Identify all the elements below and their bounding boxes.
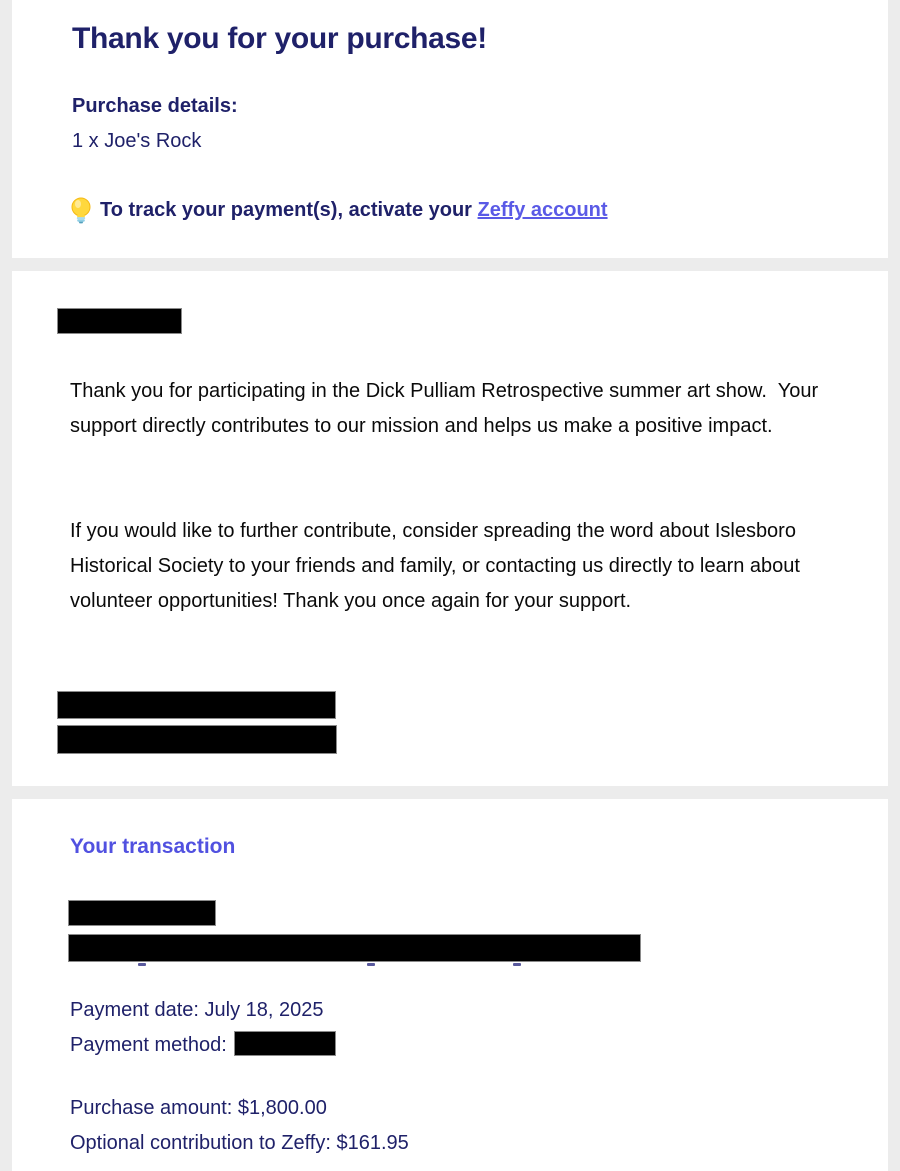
redacted-payment-method bbox=[234, 1031, 336, 1056]
purchase-amount-line: Purchase amount: $1,800.00 bbox=[70, 1097, 327, 1119]
redacted-text-descender bbox=[138, 963, 146, 966]
payment-date-line: Payment date: July 18, 2025 bbox=[70, 999, 324, 1021]
redacted-signature-line-1 bbox=[57, 691, 336, 719]
activate-account-tip bbox=[70, 197, 608, 224]
transaction-heading: Your transaction bbox=[70, 835, 236, 858]
redacted-text-descender bbox=[513, 963, 521, 966]
page-title: Thank you for your purchase! bbox=[72, 22, 487, 55]
purchase-summary-card bbox=[12, 0, 888, 258]
payment-method-label: Payment method: bbox=[70, 1034, 227, 1056]
payment-method-line bbox=[70, 1028, 336, 1063]
lightbulb-icon bbox=[70, 197, 92, 224]
redacted-payer-name bbox=[68, 900, 216, 926]
message-paragraph-2: If you would like to further contribute, consider spreading the word about Islesboro Historical Society to your friends and family, or contacting us directly to learn about volunteer opportunities! Thank you once again for your support. bbox=[70, 520, 806, 612]
optional-contribution-line: Optional contribution to Zeffy: $161.95 bbox=[70, 1132, 409, 1154]
purchase-details-heading: Purchase details: bbox=[72, 95, 238, 117]
redacted-payer-details bbox=[68, 934, 641, 962]
transaction-card bbox=[12, 799, 888, 1171]
purchase-line-item: 1 x Joe's Rock bbox=[72, 130, 202, 152]
redacted-signature-line-2 bbox=[57, 725, 337, 754]
redacted-text-descender bbox=[367, 963, 375, 966]
redacted-greeting bbox=[57, 308, 182, 334]
tip-text: To track your payment(s), activate your Zeffy account bbox=[100, 199, 608, 221]
message-paragraph-1: Thank you for participating in the Dick Pulliam Retrospective summer art show. Your support directly contributes to our mission and helps us make a positive impact. bbox=[70, 380, 824, 437]
amounts-block bbox=[70, 1091, 409, 1161]
zeffy-account-link[interactable]: Zeffy account bbox=[477, 199, 608, 221]
payment-info-block bbox=[70, 993, 336, 1063]
thank-you-message-card bbox=[12, 271, 888, 786]
